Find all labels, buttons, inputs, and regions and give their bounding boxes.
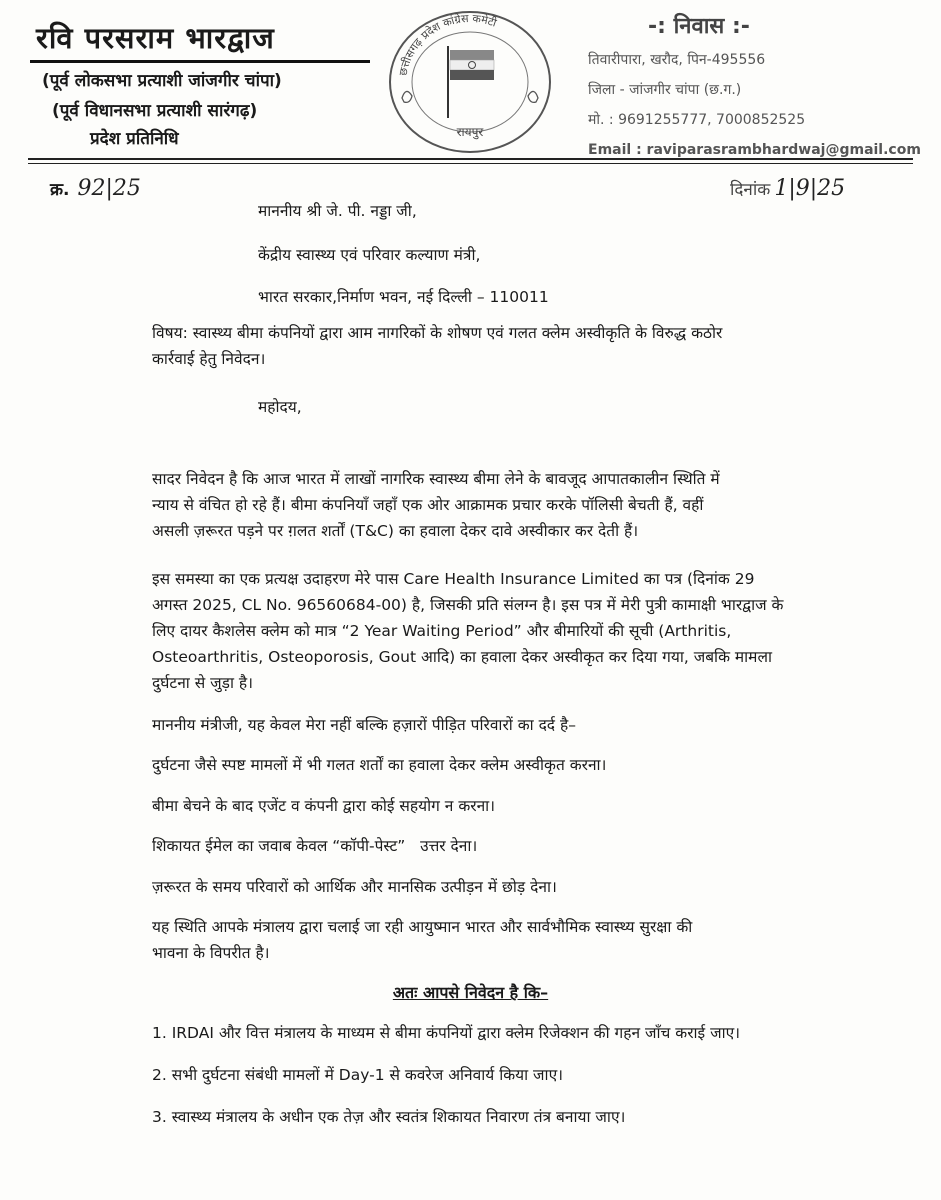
request-heading: अतः आपसे निवेदन है कि– [392, 983, 549, 1002]
sender-title-1: (पूर्व लोकसभा प्रत्याशी जांजगीर चांपा) [42, 71, 282, 91]
reference-value: 92|25 [77, 176, 141, 201]
email-address[interactable]: Email : raviparasrambhardwaj@gmail.com [588, 142, 921, 158]
flag-stripe-top [450, 50, 494, 60]
date-value: 1|9|25 [774, 176, 846, 201]
para2-line-3: लिए दायर कैशलेस क्लेम को मात्र “2 Year Waiting Period” और बीमारियों की सूची (Arthritis, [152, 622, 732, 640]
left-hand-emblem-icon [402, 91, 412, 102]
addressee-line-3: भारत सरकार,निर्माण भवन, नई दिल्ली – 110011 [258, 288, 549, 306]
residence-heading: -: निवास :- [648, 14, 750, 39]
issue-point-3: शिकायत ईमेल का जवाब केवल “कॉपी-पेस्ट” उत्तर देना। [152, 837, 478, 855]
right-hand-emblem-icon [528, 91, 538, 102]
para4-line-2: भावना के विपरीत है। [152, 944, 270, 962]
addressee-line-1: माननीय श्री जे. पी. नड्डा जी, [258, 202, 417, 220]
salutation: महोदय, [258, 398, 302, 416]
request-item-1: 1. IRDAI और वित्त मंत्रालय के माध्यम से बीमा कंपनियों द्वारा क्लेम रिजेक्शन की गहन जाँच कराई जाए। [152, 1024, 741, 1042]
subject-line-1: विषय: स्वास्थ्य बीमा कंपनियों द्वारा आम नागरिकों के शोषण एवं गलत क्लेम अस्वीकृति के विरुद्ध कठोर [152, 324, 723, 342]
letterhead-right [588, 14, 928, 160]
letterhead-divider-1 [28, 158, 913, 160]
seal-top-text: छत्तीसगढ़ प्रदेश कांग्रेस कमेटी [396, 11, 499, 77]
issue-point-2: बीमा बेचने के बाद एजेंट व कंपनी द्वारा कोई सहयोग न करना। [152, 797, 496, 815]
issue-point-1: दुर्घटना जैसे स्पष्ट मामलों में भी गलत शर्तों का हवाला देकर क्लेम अस्वीकृत करना। [152, 756, 607, 774]
subject-line-2: कार्रवाई हेतु निवेदन। [152, 350, 266, 368]
sender-title-2: (पूर्व विधानसभा प्रत्याशी सारंगढ़) [52, 101, 258, 121]
para2-line-2: अगस्त 2025, CL No. 96560684-00) है, जिसकी प्रति संलग्न है। इस पत्र में मेरी पुत्री कामाक्षी भारद्वाज के [152, 596, 784, 614]
address-line-2: जिला - जांजगीर चांपा (छ.ग.) [588, 82, 742, 98]
para1-line-3: असली ज़रूरत पड़ने पर ग़लत शर्तों (T&C) का हवाला देकर दावे अस्वीकार कर देती हैं। [152, 522, 639, 540]
date-label: दिनांक [730, 180, 771, 200]
flag-stripe-bottom [450, 70, 494, 80]
issue-point-4: ज़रूरत के समय परिवारों को आर्थिक और मानसिक उत्पीड़न में छोड़ देना। [152, 878, 557, 896]
letter-date [730, 176, 845, 201]
phone-numbers: मो. : 9691255777, 7000852525 [588, 112, 806, 128]
para1-line-2: न्याय से वंचित हो रहे हैं। बीमा कंपनियाँ जहाँ एक ओर आक्रामक प्रचार करके पॉलिसी बेचती हैं, वहीं [152, 496, 704, 514]
reference-number [50, 176, 141, 201]
letterhead-left [30, 20, 370, 151]
request-item-2: 2. सभी दुर्घटना संबंधी मामलों में Day-1 से कवरेज अनिवार्य किया जाए। [152, 1066, 564, 1084]
para2-line-5: दुर्घटना से जुड़ा है। [152, 674, 253, 692]
request-item-3: 3. स्वास्थ्य मंत्रालय के अधीन एक तेज़ और स्वतंत्र शिकायत निवारण तंत्र बनाया जाए। [152, 1108, 626, 1126]
para2-line-4: Osteoarthritis, Osteoporosis, Gout आदि) का हवाला देकर अस्वीकृत कर दिया गया, जबकि मामला [152, 648, 772, 666]
seal-city: रायपुर [456, 125, 484, 139]
letterhead-divider-2 [28, 163, 913, 164]
sender-name: रवि परसराम भारद्वाज [30, 20, 370, 63]
sender-title-3: प्रदेश प्रतिनिधि [90, 129, 179, 149]
addressee-line-2: केंद्रीय स्वास्थ्य एवं परिवार कल्याण मंत्री, [258, 246, 481, 264]
para3: माननीय मंत्रीजी, यह केवल मेरा नहीं बल्कि हज़ारों पीड़ित परिवारों का दर्द है– [152, 716, 576, 734]
para2-line-1: इस समस्या का एक प्रत्यक्ष उदाहरण मेरे पास Care Health Insurance Limited का पत्र (दिनांक 29 [152, 570, 755, 588]
para1-line-1: सादर निवेदन है कि आज भारत में लाखों नागरिक स्वास्थ्य बीमा लेने के बावजूद आपातकालीन स्थिति में [152, 470, 720, 488]
congress-seal-icon [384, 6, 556, 156]
reference-label: क्र. [50, 180, 70, 200]
para4-line-1: यह स्थिति आपके मंत्रालय द्वारा चलाई जा रही आयुष्मान भारत और सार्वभौमिक स्वास्थ्य सुरक्षा की [152, 918, 693, 936]
address-line-1: तिवारीपारा, खरौद, पिन-495556 [588, 52, 766, 68]
